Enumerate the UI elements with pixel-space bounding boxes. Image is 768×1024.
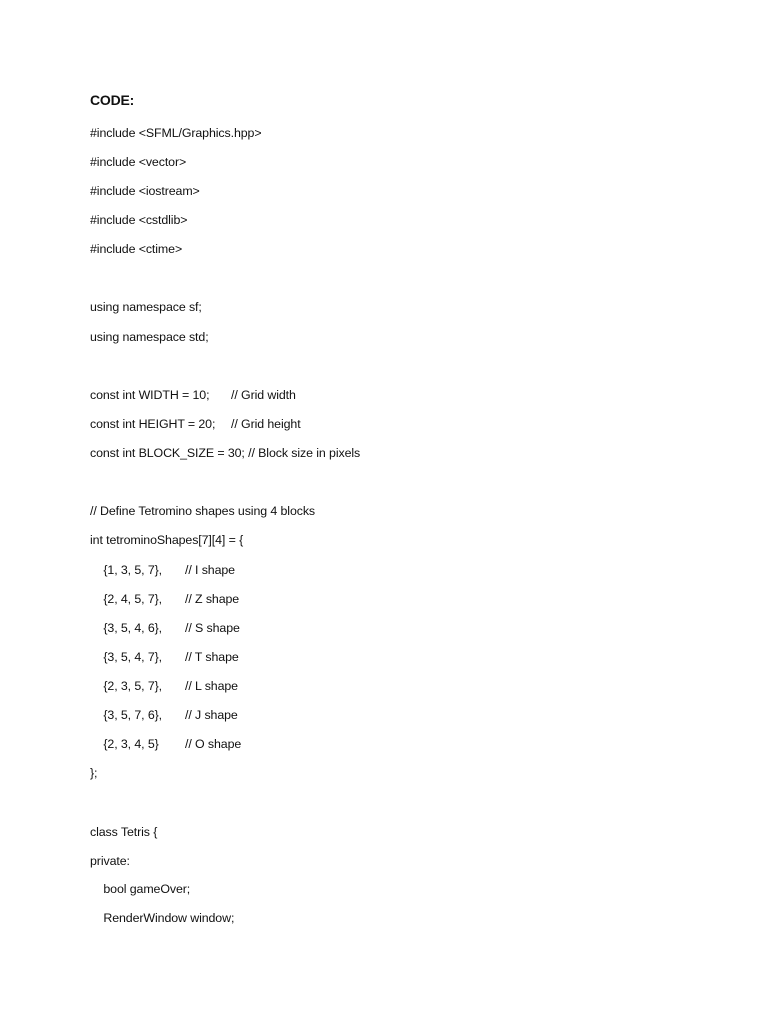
code-comment-shape-j: // J shape <box>185 708 238 722</box>
code-line-include-graphics: #include <SFML/Graphics.hpp> <box>90 126 262 140</box>
code-comment-shape-s: // S shape <box>185 621 240 635</box>
code-line-shape-l: {2, 3, 5, 7}, <box>90 679 163 693</box>
code-line-include-ctime: #include <ctime> <box>90 242 183 256</box>
code-comment-shape-t: // T shape <box>185 650 239 664</box>
code-line-shape-j: {3, 5, 7, 6}, <box>90 708 163 722</box>
code-line-block-size: const int BLOCK_SIZE = 30; // Block size in pixels <box>90 446 361 460</box>
code-comment-shape-o: // O shape <box>185 737 242 751</box>
code-line-shape-i: {1, 3, 5, 7}, <box>90 563 163 577</box>
code-line-shape-t: {3, 5, 4, 7}, <box>90 650 163 664</box>
code-line-include-vector: #include <vector> <box>90 155 187 169</box>
code-line-shape-s: {3, 5, 4, 6}, <box>90 621 163 635</box>
code-line-private: private: <box>90 854 130 868</box>
code-line-render-window: RenderWindow window; <box>90 911 235 925</box>
code-line-shape-o: {2, 3, 4, 5} <box>90 737 159 751</box>
code-line-width: const int WIDTH = 10; <box>90 388 210 402</box>
code-line-height: const int HEIGHT = 20; <box>90 417 216 431</box>
code-line-game-over: bool gameOver; <box>90 882 191 896</box>
code-line-shape-z: {2, 4, 5, 7}, <box>90 592 163 606</box>
code-heading: CODE: <box>90 92 135 108</box>
code-line-shapes-array: int tetrominoShapes[7][4] = { <box>90 533 244 547</box>
code-line-include-iostream: #include <iostream> <box>90 184 200 198</box>
code-comment-shape-z: // Z shape <box>185 592 240 606</box>
code-comment-shape-i: // I shape <box>185 563 235 577</box>
code-comment-height: // Grid height <box>231 417 301 431</box>
code-line-using-sf: using namespace sf; <box>90 300 202 314</box>
code-line-include-cstdlib: #include <cstdlib> <box>90 213 188 227</box>
code-comment-shape-l: // L shape <box>185 679 238 693</box>
code-comment-width: // Grid width <box>231 388 296 402</box>
code-line-using-std: using namespace std; <box>90 330 209 344</box>
code-line-class-tetris: class Tetris { <box>90 825 158 839</box>
code-line-define-comment: // Define Tetromino shapes using 4 blocks <box>90 504 316 518</box>
code-line-array-close: }; <box>90 766 98 780</box>
